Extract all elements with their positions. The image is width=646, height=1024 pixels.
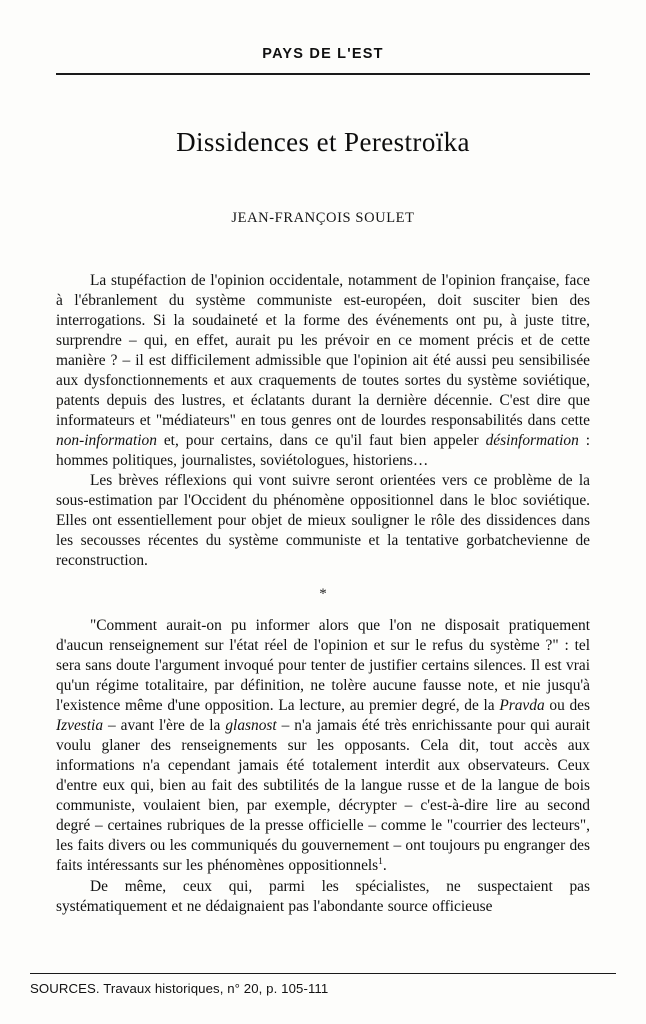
emphasis-non-information: non-information [56,432,157,450]
emphasis-pravda: Pravda [499,697,545,715]
emphasis-izvestia: Izvestia [56,717,104,735]
paragraph-1-text-a: La stupéfaction de l'opinion occidentale, notamment de l'opinion française, face à l'ébranlement du système communiste est-européen, doit susciter bien des interrogations. Si la soudaineté et la forme des événements ont pu, à juste titre, surprendre – qui, en effet, aurait pu les prévoir en ce moment précis et de cette manière ? – il est difficilement admissible que l'opinion ait été aussi peu sensibilisée aux dysfonctionnements et aux craquements de toutes sortes du système soviétique, patents depuis des lustres, et éclatants durant la dernière décennie. C'est dire que informateurs et "médiateurs" en tous genres ont de lourdes responsabilités dans cette [56,272,590,430]
emphasis-desinformation: désinformation [485,432,579,450]
article-body [56,271,590,917]
paragraph-3-text-c: – avant l'ère de la [103,717,226,735]
paragraph-3-text-a: "Comment aurait-on pu informer alors que l'on ne disposait pratiquement d'aucun renseignement sur l'état réel de l'opinion et sur le refus du système ?" : tel sera sans doute l'argument invoqué pour tenter de justifier certains silences. Il est vrai qu'un régime totalitaire, par définition, ne tolère aucune fausse note, et nie jusqu'à l'existence même d'une opposition. La lecture, au premier degré, de la [56,617,590,715]
paragraph-3-text-d: – n'a jamais été très enrichissante pour qui aurait voulu glaner des renseignements sur les opposants. Cela dit, tout accès aux informations n'a cependant jamais été totalement interdit aux observateurs. Ceux d'entre eux qui, bien au fait des subtilités de la langue russe et de la langue de bois communiste, voulaient bien, par exemple, décrypter – c'est-à-dire lire au second degré – certaines rubriques de la presse officielle – comme le "courrier des lecteurs", les faits divers ou les communiqués du gouvernement – ont toujours pu engranger des faits intéressants sur les phénomènes oppositionnels [56,717,590,875]
footnote-marker-1: 1 [378,857,383,868]
paragraph-1-text-b: et, pour certains, dans ce qu'il faut bien appeler [156,432,486,450]
section-break: * [319,586,327,603]
paragraph-4: De même, ceux qui, parmi les spécialistes, ne suspectaient pas systématiquement et ne dédaignaient pas l'abondante source officieuse [56,877,590,915]
paragraph-2: Les brèves réflexions qui vont suivre seront orientées vers ce problème de la sous-estimation par l'Occident du phénomène oppositionnel dans le bloc soviétique. Elles ont essentiellement pour objet de mieux souligner le rôle des dissidences dans les secousses récentes du système communiste et la tentative gorbatchevienne de reconstruction. [56,472,590,570]
footer-divider [30,973,616,974]
page-footer [0,973,646,996]
paragraph-1 [56,271,590,471]
page-title: Dissidences et Perestroïka [176,127,470,157]
paragraph-3 [56,616,590,876]
paragraph-1-text-c: : hommes politiques, journalistes, soviétologues, historiens… [56,432,590,470]
author-name: JEAN-FRANÇOIS SOULET [231,210,415,226]
paragraph-3-text-b: ou des [544,697,591,715]
emphasis-glasnost: glasnost [225,717,277,735]
paragraph-3-text-e: . [382,857,387,875]
footer-source-line: SOURCES. Travaux historiques, n° 20, p. 105-111 [30,981,329,996]
running-head: PAYS DE L'EST [262,46,384,62]
header-divider [56,73,590,75]
